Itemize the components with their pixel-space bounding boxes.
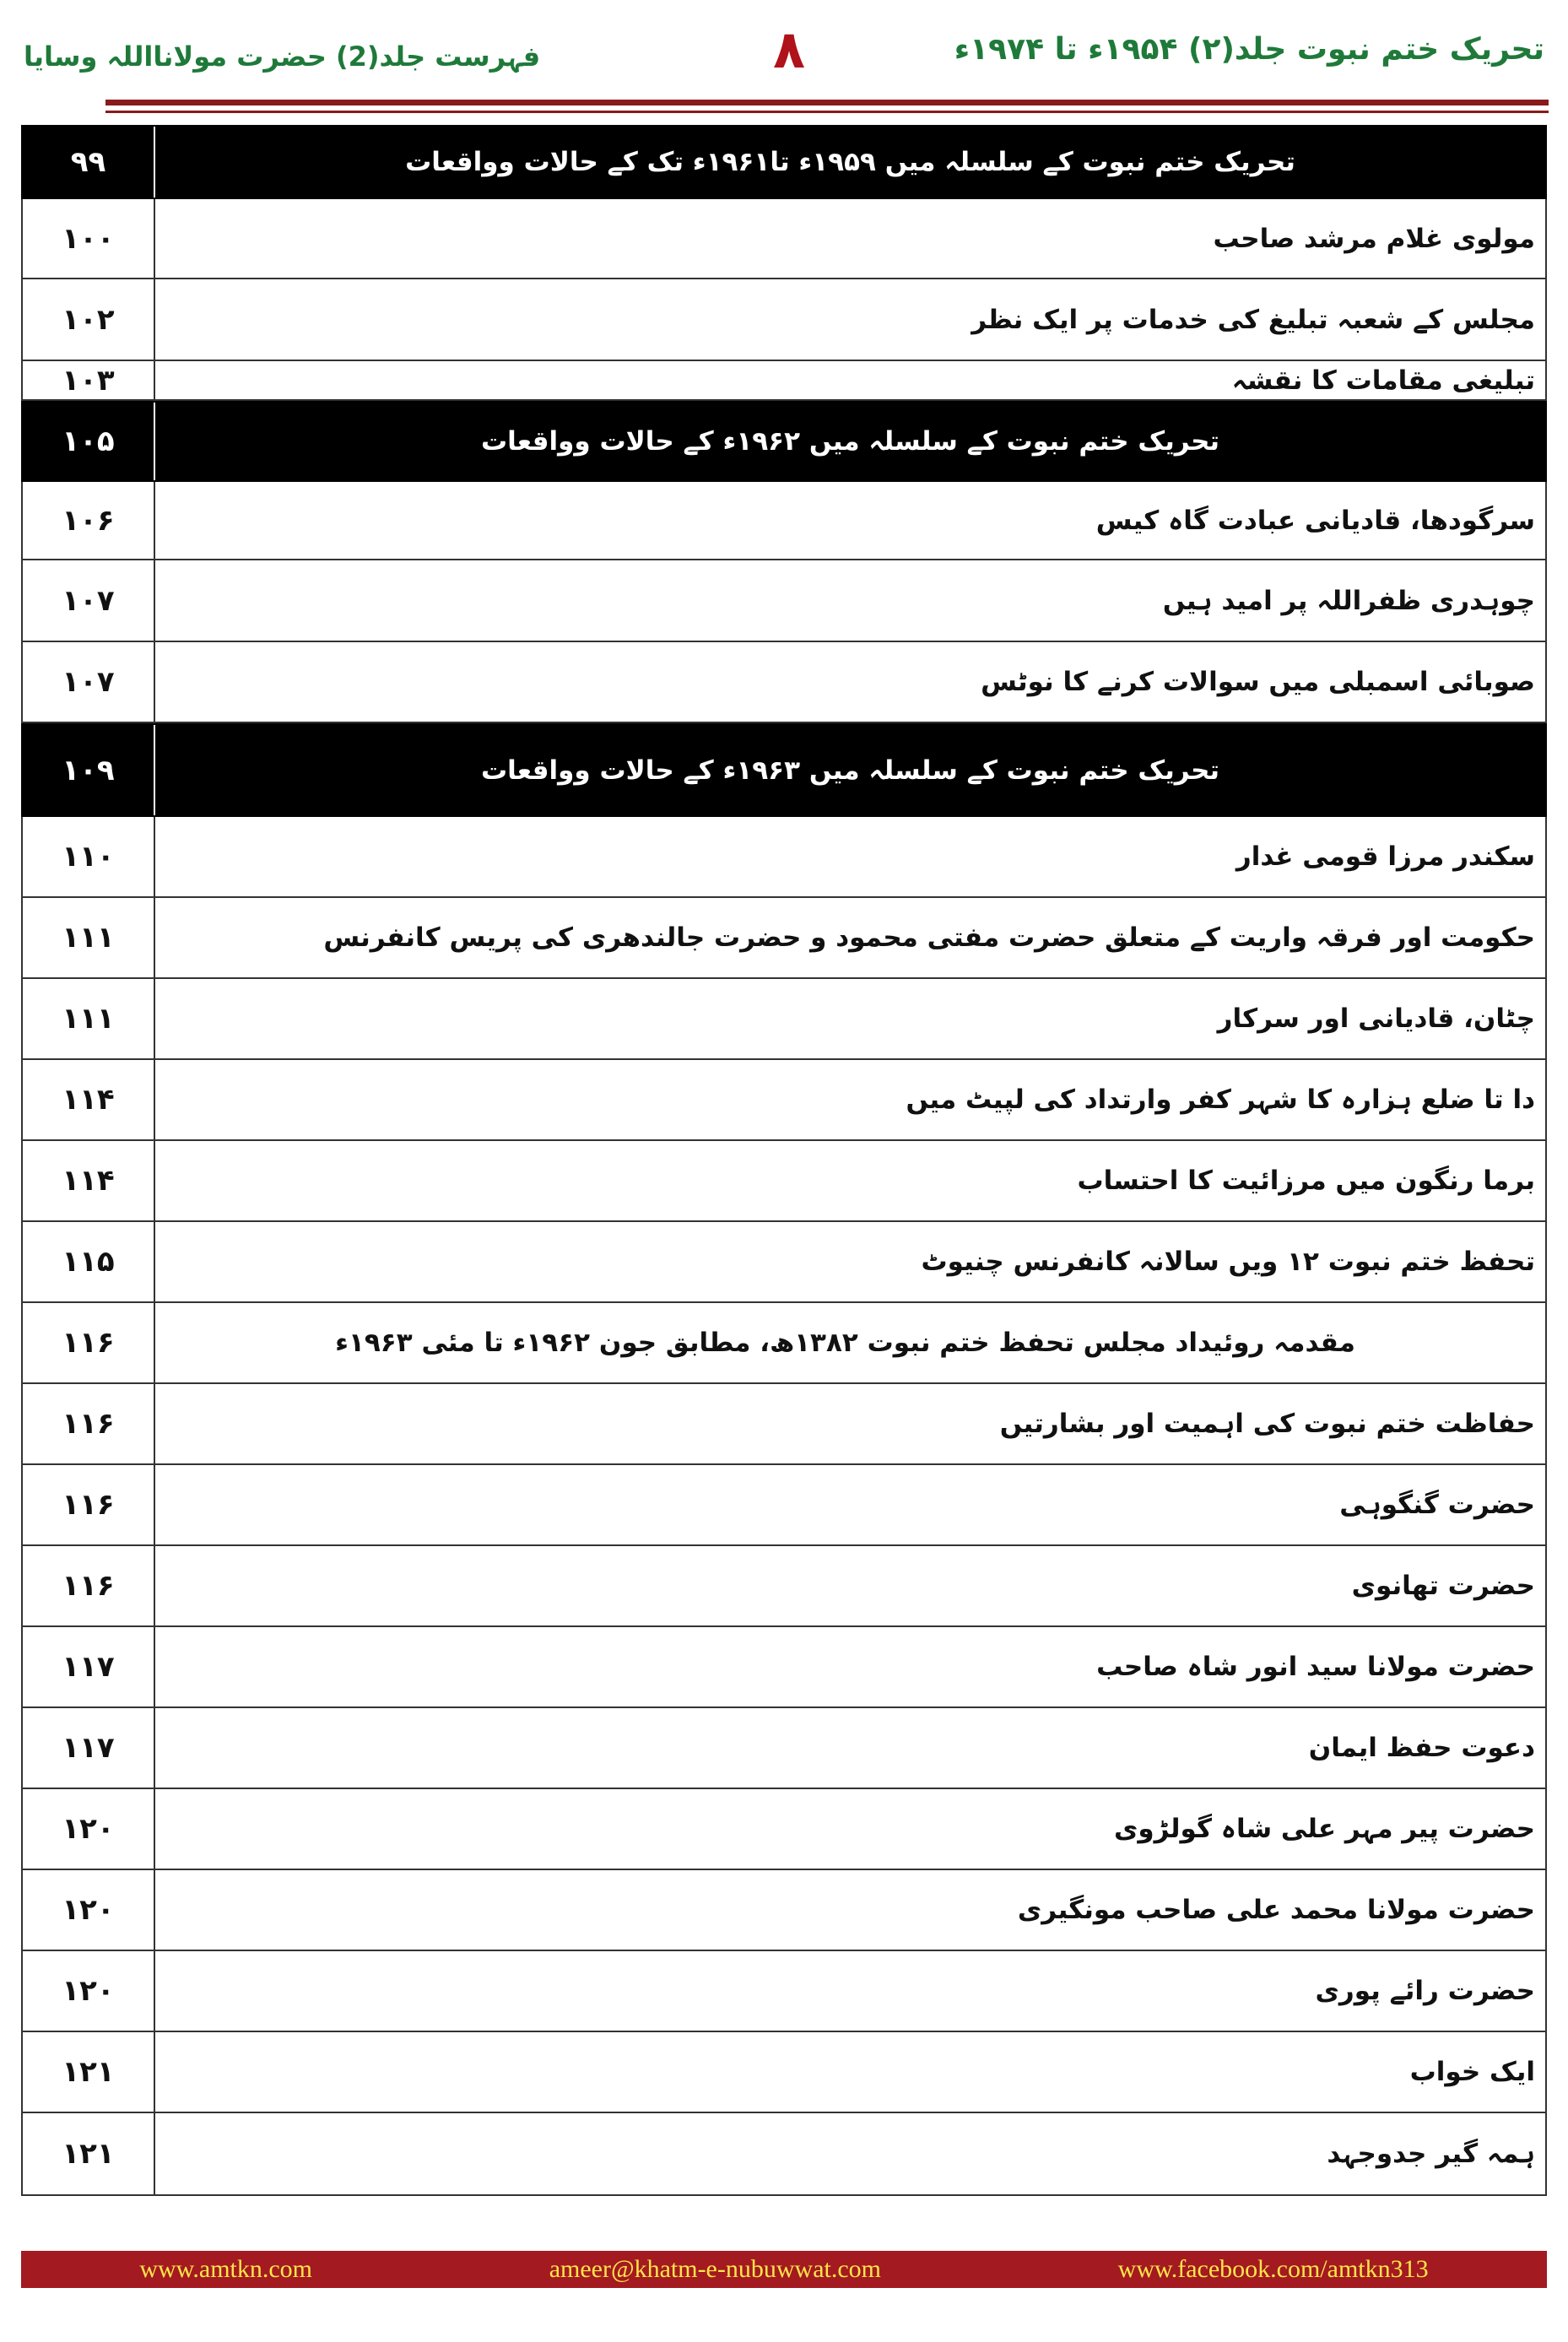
section-title: تحریک ختم نبوت کے سلسلہ میں ۱۹۶۲ء کے حالات وواقعات: [480, 426, 1220, 457]
index-title: فہرست جلد(2) حضرت مولانااللہ وسایا: [24, 41, 541, 73]
toc-entry-row[interactable]: [21, 279, 1547, 361]
page-ref: ۱۱۰: [23, 817, 155, 896]
page-ref: ۱۱۴: [23, 1060, 155, 1139]
book-title: تحریک ختم نبوت جلد(۲) ۱۹۵۴ء تا ۱۹۷۴ء: [954, 32, 1544, 67]
toc-entry-row[interactable]: [21, 1789, 1547, 1870]
page-ref: ۱۰۰: [23, 199, 155, 278]
entry-title: حضرت گنگوہی: [1339, 1490, 1535, 1520]
section-title: تحریک ختم نبوت کے سلسلہ میں ۱۹۵۹ء تا۱۹۶۱ء تک کے حالات وواقعات: [405, 147, 1295, 177]
toc-entry-row[interactable]: [21, 1384, 1547, 1465]
section-header-row[interactable]: [21, 125, 1547, 199]
entry-title: حکومت اور فرقہ واریت کے متعلق حضرت مفتی محمود و حضرت جالندھری کی پریس کانفرنس: [323, 922, 1535, 953]
page-ref: ۱۱۶: [23, 1465, 155, 1544]
section-header-row[interactable]: [21, 723, 1547, 817]
page-ref: ۱۱۱: [23, 898, 155, 977]
toc-entry-row[interactable]: [21, 642, 1547, 723]
facebook-link[interactable]: www.facebook.com/amtkn313: [1117, 2255, 1429, 2283]
page-ref: ۱۰۶: [23, 482, 155, 559]
entry-title: تبلیغی مقامات کا نقشہ: [1231, 365, 1535, 396]
page-ref: ۱۱۶: [23, 1303, 155, 1382]
page-ref: ۱۱۴: [23, 1141, 155, 1220]
entry-title: حضرت مولانا سید انور شاہ صاحب: [1096, 1652, 1535, 1682]
toc-entry-row[interactable]: [21, 1708, 1547, 1789]
page-ref: ۱۲۱: [23, 2032, 155, 2112]
toc-entry-row[interactable]: [21, 898, 1547, 979]
header-rule: [105, 100, 1549, 105]
page-ref: ۱۰۲: [23, 279, 155, 360]
page-ref: ۱۲۰: [23, 1789, 155, 1869]
entry-title: مولوی غلام مرشد صاحب: [1213, 223, 1535, 254]
entry-title: سرگودھا، قادیانی عبادت گاہ کیس: [1095, 505, 1535, 536]
page-ref: ۱۰۳: [23, 361, 155, 399]
toc-entry-row[interactable]: [21, 817, 1547, 898]
entry-title: حضرت مولانا محمد علی صاحب مونگیری: [1017, 1895, 1535, 1925]
page-ref: ۱۰۷: [23, 642, 155, 722]
header-rule-thin: [105, 111, 1549, 113]
entry-title: دا تا ضلع ہزارہ کا شہر کفر وارتداد کی لپیٹ میں: [906, 1084, 1535, 1115]
toc-entry-row[interactable]: [21, 1141, 1547, 1222]
section-header-row[interactable]: [21, 401, 1547, 482]
entry-title: حضرت پیر مہر علی شاہ گولڑوی: [1113, 1814, 1535, 1844]
entry-title: ایک خواب: [1409, 2057, 1535, 2087]
table-of-contents: [21, 125, 1547, 2196]
toc-entry-row[interactable]: [21, 482, 1547, 560]
toc-entry-row[interactable]: [21, 1465, 1547, 1546]
toc-entry-row[interactable]: [21, 1870, 1547, 1951]
page-ref: ۹۹: [23, 127, 155, 197]
page-ref: ۱۰۷: [23, 560, 155, 641]
email-link[interactable]: ameer@khatm-e-nubuwwat.com: [549, 2255, 881, 2283]
page-ref: ۱۰۵: [23, 403, 155, 480]
page-ref: ۱۱۷: [23, 1708, 155, 1788]
entry-title: حضرت تھانوی: [1351, 1571, 1535, 1601]
toc-entry-row[interactable]: [21, 979, 1547, 1060]
page-ref: ۱۱۶: [23, 1546, 155, 1625]
page-number: ۸: [773, 19, 805, 80]
toc-entry-row[interactable]: [21, 2113, 1547, 2196]
page-ref: ۱۰۹: [23, 725, 155, 815]
page-ref: ۱۱۱: [23, 979, 155, 1058]
page-ref: ۱۱۷: [23, 1627, 155, 1706]
entry-title: صوبائی اسمبلی میں سوالات کرنے کا نوٹس: [981, 667, 1535, 697]
entry-title: چوہدری ظفراللہ پر امید ہیں: [1162, 585, 1535, 616]
page-ref: ۱۲۱: [23, 2113, 155, 2194]
entry-title: برما رنگون میں مرزائیت کا احتساب: [1077, 1166, 1535, 1196]
toc-entry-row[interactable]: [21, 1627, 1547, 1708]
page-ref: ۱۱۵: [23, 1222, 155, 1301]
entry-title: ہمہ گیر جدوجہد: [1327, 2139, 1535, 2169]
entry-title: سکندر مرزا قومی غدار: [1235, 841, 1535, 872]
entry-title: تحفظ ختم نبوت ۱۲ ویں سالانہ کانفرنس چنیوٹ: [921, 1247, 1535, 1277]
entry-title: مقدمہ روئیداد مجلس تحفظ ختم نبوت ۱۳۸۲ھ، مطابق جون ۱۹۶۲ء تا مئی ۱۹۶۳ء: [335, 1328, 1355, 1358]
toc-entry-row[interactable]: [21, 361, 1547, 401]
entry-title: حفاظت ختم نبوت کی اہمیت اور بشارتیں: [999, 1409, 1535, 1439]
toc-entry-row[interactable]: [21, 1060, 1547, 1141]
toc-entry-row[interactable]: [21, 1303, 1547, 1384]
toc-entry-row[interactable]: [21, 560, 1547, 642]
section-title: تحریک ختم نبوت کے سلسلہ میں ۱۹۶۳ء کے حالات وواقعات: [480, 755, 1220, 786]
page-ref: ۱۱۶: [23, 1384, 155, 1463]
toc-entry-row[interactable]: [21, 2032, 1547, 2113]
page-footer: [21, 2251, 1547, 2288]
page-ref: ۱۲۰: [23, 1870, 155, 1950]
toc-entry-row[interactable]: [21, 1546, 1547, 1627]
entry-title: دعوت حفظ ایمان: [1308, 1733, 1535, 1763]
toc-entry-row[interactable]: [21, 1951, 1547, 2032]
entry-title: حضرت رائے پوری: [1315, 1976, 1535, 2006]
entry-title: مجلس کے شعبہ تبلیغ کی خدمات پر ایک نظر: [971, 304, 1535, 335]
toc-entry-row[interactable]: [21, 199, 1547, 279]
page-ref: ۱۲۰: [23, 1951, 155, 2031]
entry-title: چٹان، قادیانی اور سرکار: [1217, 1003, 1535, 1034]
page-header: [0, 0, 1568, 105]
website-link[interactable]: www.amtkn.com: [139, 2255, 313, 2283]
toc-entry-row[interactable]: [21, 1222, 1547, 1303]
